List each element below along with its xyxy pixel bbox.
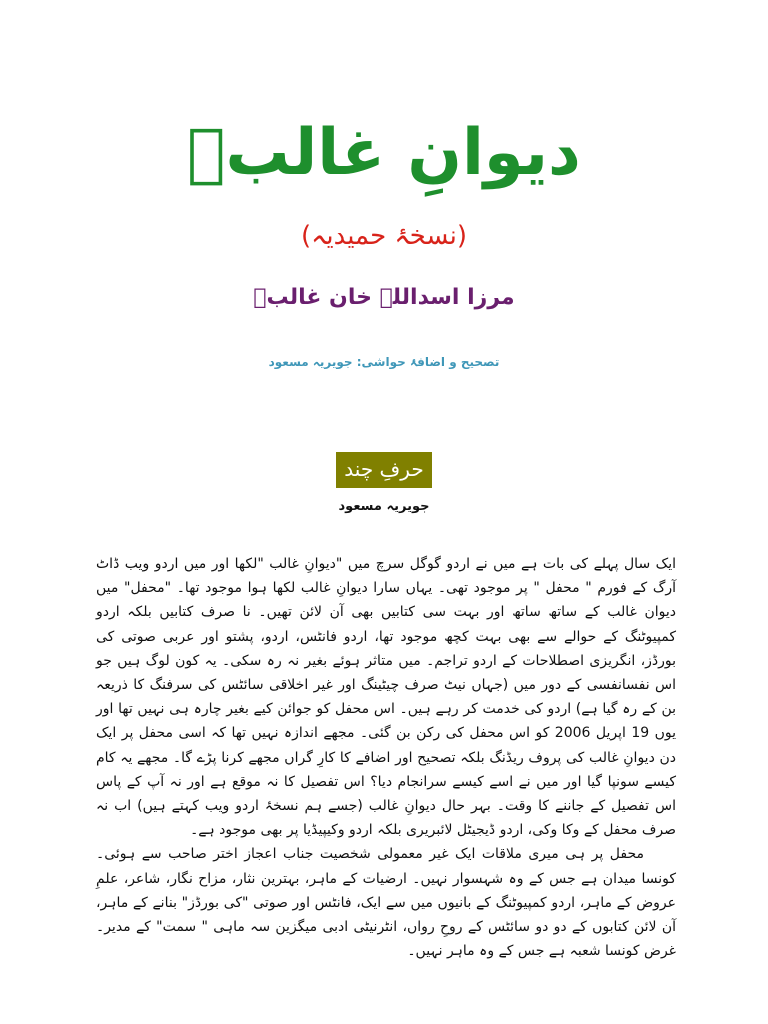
book-subtitle: (نسخۂ حمیدیہ) (300, 221, 468, 251)
section-heading: حرفِ چند (336, 452, 431, 488)
paragraph: ایک سال پہلے کی بات ہے میں نے اردو گوگل سرچ میں "دیوانِ غالب "لکھا اور میں اردو ویب ڈاٹ آرگ کے فورم " محفل " پر موجود تھی۔ یہاں سارا دیوانِ غالب لکھا ہوا موجود تھا۔ "محفل" میں دیوان غالب کے ساتھ ساتھ اور بہت سی کتابیں بھی آن لائن تھیں۔ نا صرف کتابیں بلکہ اردو کمپیوٹنگ کے حوالے سے بھی بہت کچھ موجود تھا، اردو فانٹس، اردو، پشتو اور عربی صوتی کی بورڈز، انگریزی اصطلاحات کے اردو تراجم۔ میں متاثر ہوئے بغیر نہ رہ سکی۔ یہ کون لوگ ہیں جو اس نفسانفسی کے دور میں (جہاں نیٹ صرف چیٹینگ اور غیر اخلاقی سائٹس کی سرفنگ کا ذریعہ بن کے رہ گیا ہے) اردو کی خدمت کر رہے ہیں۔ اس محفل کو جوائن کیے بغیر چارہ ہی نہیں تھا اور یوں 19 اپریل 2006 کو اس محفل کی رکن بن گئی۔ مجھے اندازہ نہیں تھا کہ اسی محفل پر ایک دن دیوانِ غالب کی پروف ریڈنگ بلکہ تصحیح اور اضافے کا کارِ گراں مجھے کرنا پڑے گا۔ مجھے یہ کام کیسے سونپا گیا اور میں نے اسے کیسے سرانجام دیا؟ اس تفصیل کا نہ موقع ہے اور نہ آپ کے پاس اس تفصیل کے جاننے کا وقت۔ بہر حال دیوانِ غالب (جسے ہم نسخۂ اردو ویب کہتے ہیں) اب نہ صرف محفل کے وکا وکی، اردو ڈیجیٹل لائبریری بلکہ اردو وکیپیڈیا پر بھی موجود ہے۔ (96, 556, 676, 839)
body-text (96, 552, 676, 963)
paragraph: محفل پر ہی میری ملاقات ایک غیر معمولی شخصیت جناب اعجاز اختر صاحب سے ہوئی۔ کونسا میدان ہے جس کے وہ شہسوار نہیں۔ ارضیات کے ماہر، بہترین نثار، مزاح نگار، شاعر، علمِ عروض کے ماہر، اردو کمپیوٹنگ کے بانیوں میں سے ایک، فانٹس اور صوتی "کی بورڈز" بنانے کے ماہر، آن لائن کتابوں کے دو دو سائٹس کے روحِ رواں، انٹرنیٹی ادبی میگزین سہ ماہی " سمت" کے مدیر۔ غرض کونسا شعبہ ہے جس کے وہ ماہر نہیں۔ (96, 846, 676, 960)
book-author: مرزا اسداللہ خان غالبؔ (253, 285, 515, 310)
book-title: دیوانِ غالبؔ (187, 116, 581, 190)
editor-credit: تصحیح و اضافۂ حواشی: جویریہ مسعود (268, 355, 500, 369)
section-heading-wrap (0, 452, 768, 488)
section-author: جویریہ مسعود (338, 499, 430, 514)
